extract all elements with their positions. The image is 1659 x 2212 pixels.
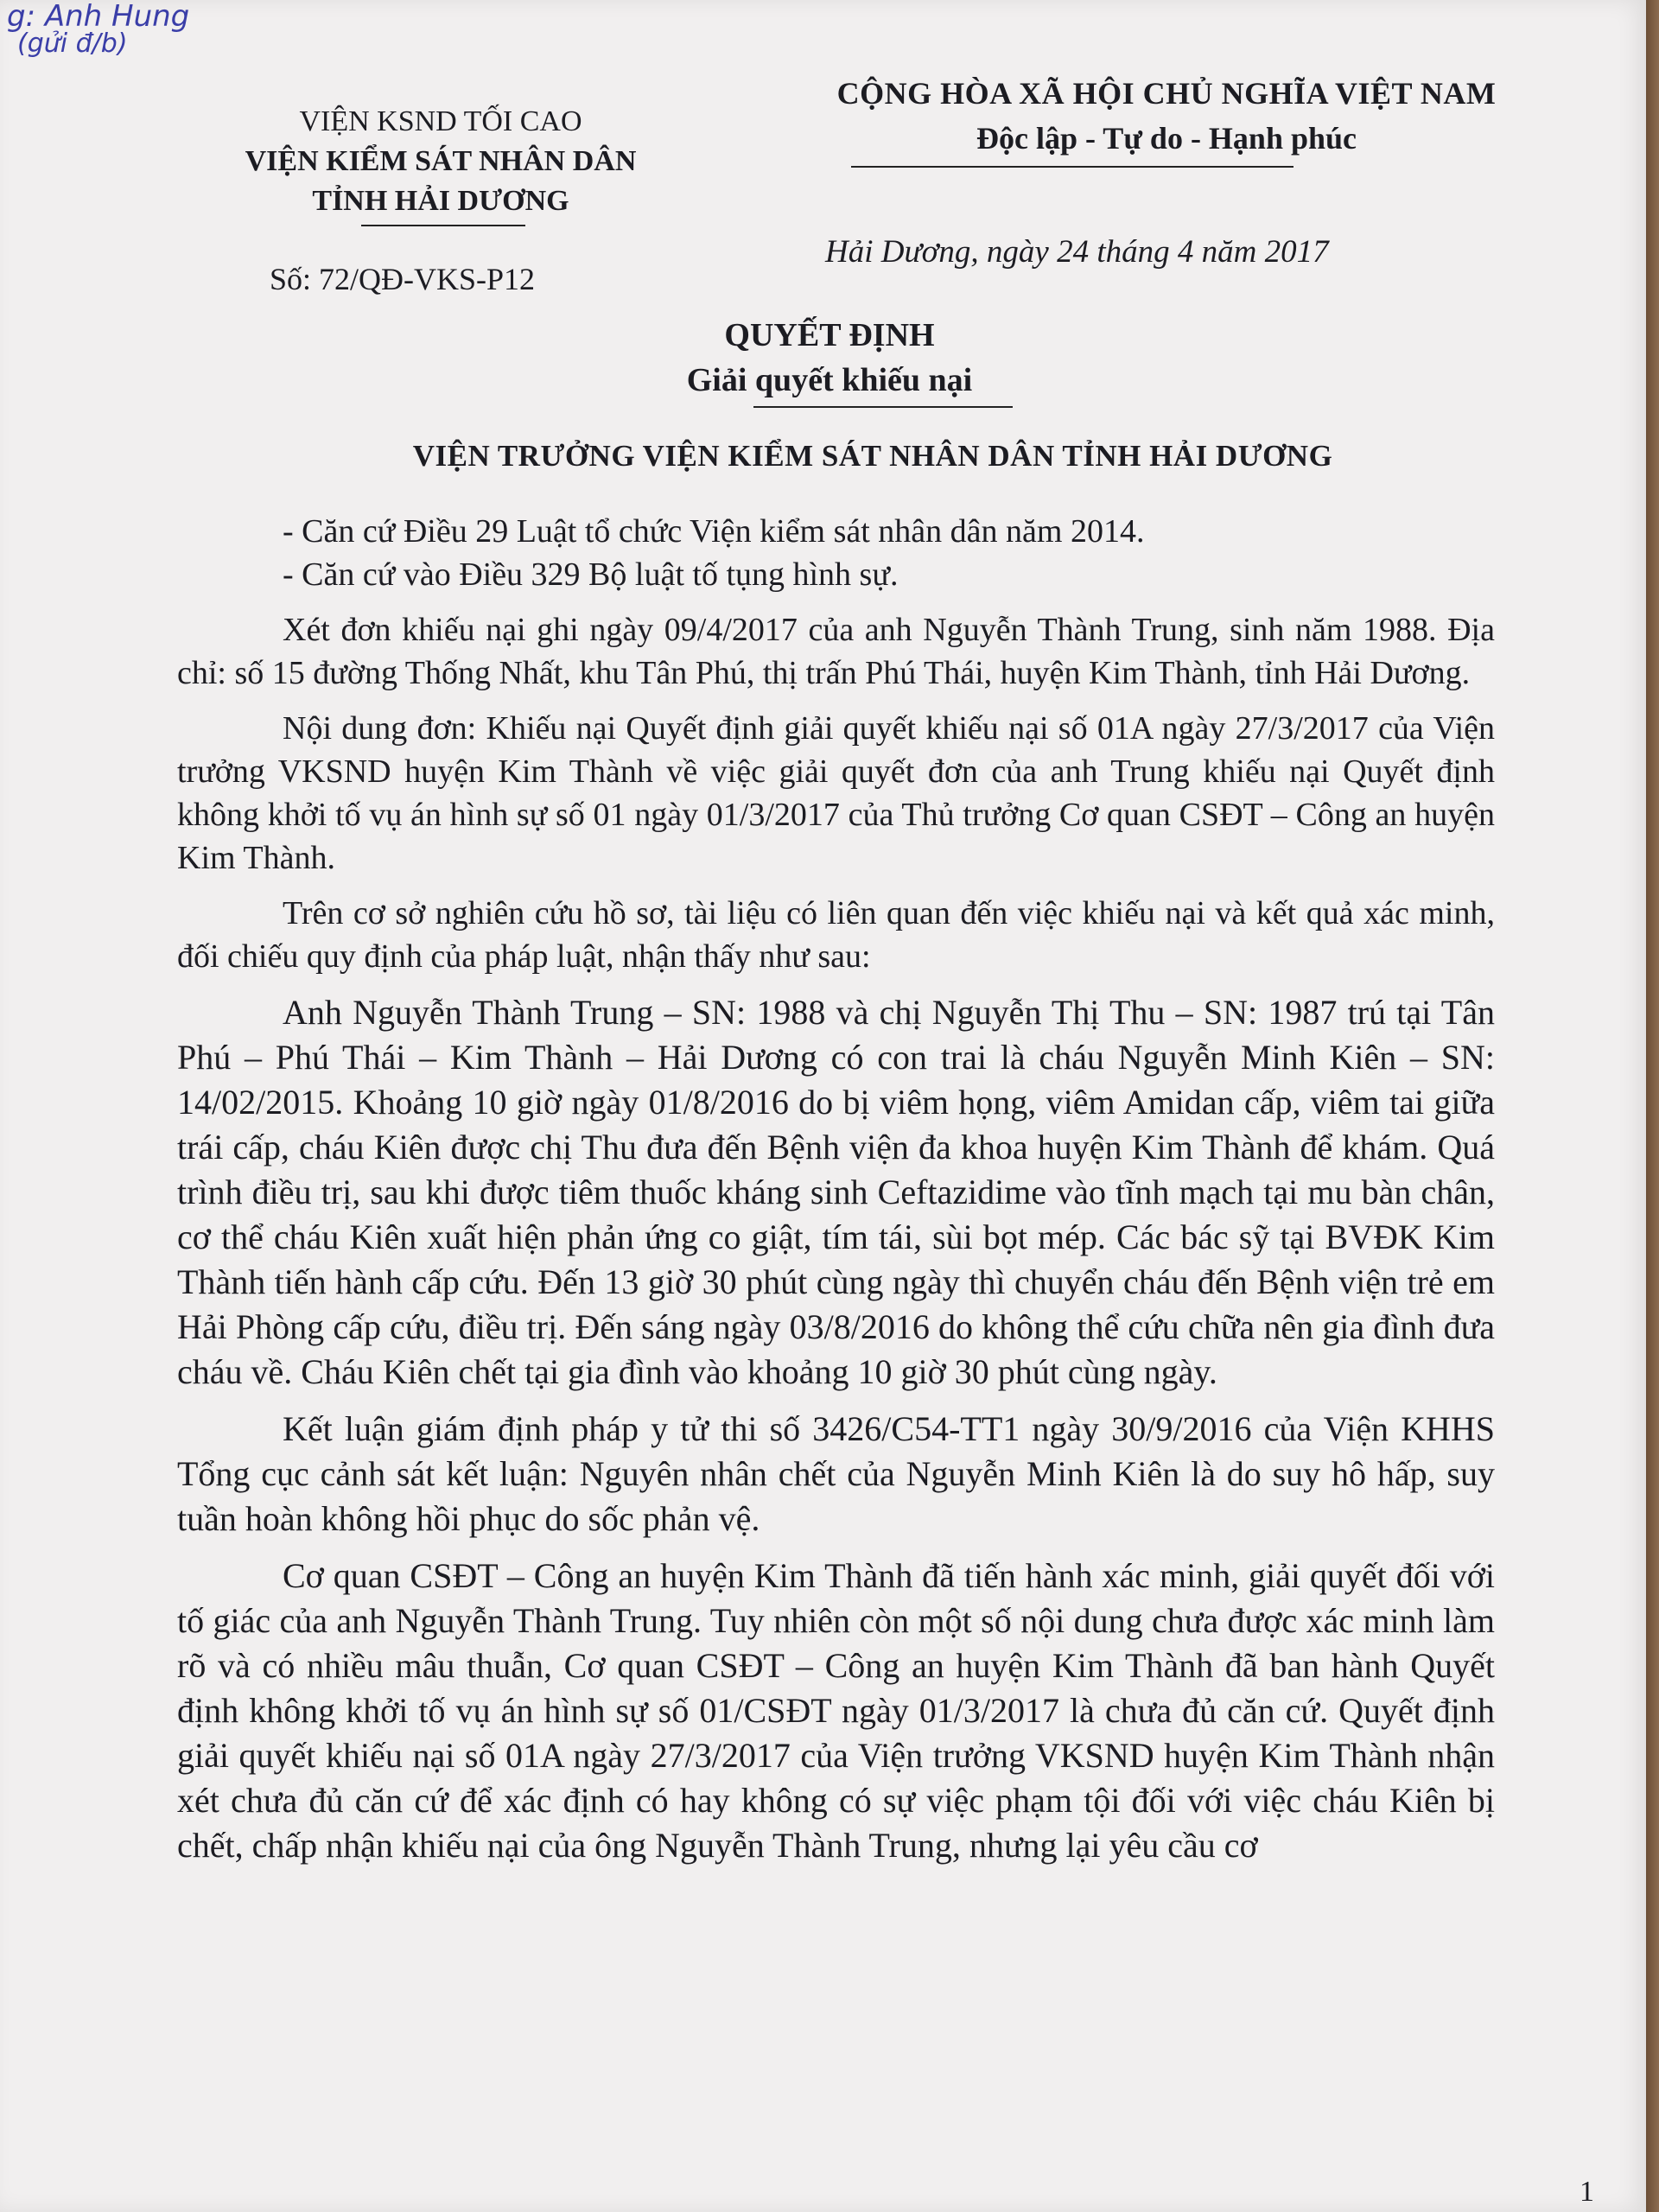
paragraph-facts: Anh Nguyễn Thành Trung – SN: 1988 và chị Nguyễn Thị Thu – SN: 1987 trú tại Tân Phú – Phú Thái – Kim Thành – Hải Dương có con trai là cháu Nguyễn Minh Kiên – SN: 14/02/2015. Khoảng 10 giờ ngày 01/8/2016 do bị viêm họng, viêm Amidan cấp, viêm tai giữa trái cấp, cháu Kiên được chị Thu đưa đến Bệnh viện đa khoa huyện Kim Thành để khám. Quá trình điều trị, sau khi được tiêm thuốc kháng sinh Ceftazidime vào tĩnh mạch tại mu bàn chân, cơ thể cháu Kiên xuất hiện phản ứng co giật, tím tái, sùi bọt mép. Các bác sỹ tại BVĐK Kim Thành tiến hành cấp cứu. Đến 13 giờ 30 phút cùng ngày thì chuyển cháu đến Bệnh viện trẻ em Hải Phòng cấp cứu, điều trị. Đến sáng ngày 03/8/2016 do không thể cứu chữa nên gia đình đưa cháu về. Cháu Kiên chết tại gia đình vào khoảng 10 giờ 30 phút cùng ngày. xyxy=(177,993,1495,1391)
issuing-agency-block xyxy=(173,102,709,221)
document-title: QUYẾT ĐỊNH xyxy=(724,317,935,353)
document-body xyxy=(177,510,1495,1868)
national-motto: Độc lập - Tự do - Hạnh phúc xyxy=(976,121,1357,156)
table-background-edge xyxy=(1646,0,1659,2212)
title-underline xyxy=(753,406,1013,408)
handwritten-note-line-1: g: Anh Hung xyxy=(7,0,190,34)
country-name: CỘNG HÒA XÃ HỘI CHỦ NGHĨA VIỆT NAM xyxy=(836,76,1497,111)
national-motto-block xyxy=(709,71,1624,161)
authority-heading: VIỆN TRƯỞNG VIỆN KIỂM SÁT NHÂN DÂN TỈNH HẢI DƯƠNG xyxy=(412,439,1333,473)
agency-name: VIỆN KIỂM SÁT NHÂN DÂN xyxy=(245,145,637,177)
document-subtitle: Giải quyết khiếu nại xyxy=(686,362,973,398)
document-number: Số: 72/QĐ-VKS-P12 xyxy=(270,262,536,296)
agency-underline xyxy=(361,225,525,226)
paragraph-assessment: Cơ quan CSĐT – Công an huyện Kim Thành đã tiến hành xác minh, giải quyết đối với tố giác của anh Nguyễn Thành Trung. Tuy nhiên còn một số nội dung chưa được xác minh làm rõ và có nhiều mâu thuẫn, Cơ quan CSĐT – Công an huyện Kim Thành đã ban hành Quyết định không khởi tố vụ án hình sự số 01/CSĐT ngày 01/3/2017 là chưa đủ căn cứ. Quyết định giải quyết khiếu nại số 01A ngày 27/3/2017 của Viện trưởng VKSND huyện Kim Thành nhận xét chưa đủ căn cứ để xác định có hay không có sự việc phạm tội đối với việc cháu Kiên bị chết, chấp nhận khiếu nại của ông Nguyễn Thành Trung, nhưng lại yêu cầu cơ xyxy=(177,1556,1495,1865)
handwritten-note-line-2: (gửi đ/b) xyxy=(17,29,128,59)
legal-basis-1: - Căn cứ Điều 29 Luật tổ chức Viện kiểm sát nhân dân năm 2014. xyxy=(283,513,1145,550)
paragraph-forensic-conclusion: Kết luận giám định pháp y tử thi số 3426/C54-TT1 ngày 30/9/2016 của Viện KHHS Tổng cục cảnh sát kết luận: Nguyên nhân chết của Nguyễn Minh Kiên là do suy hô hấp, suy tuần hoàn không hồi phục do sốc phản vệ. xyxy=(177,1409,1495,1538)
motto-underline xyxy=(851,166,1294,168)
paragraph-complaint: Xét đơn khiếu nại ghi ngày 09/4/2017 của anh Nguyễn Thành Trung, sinh năm 1988. Địa chỉ: số 15 đường Thống Nhất, khu Tân Phú, thị trấn Phú Thái, huyện Kim Thành, tỉnh Hải Dương. xyxy=(177,612,1495,691)
paragraph-findings-intro: Trên cơ sở nghiên cứu hồ sơ, tài liệu có liên quan đến việc khiếu nại và kết quả xác minh, đối chiếu quy định của pháp luật, nhận thấy như sau: xyxy=(177,895,1495,975)
agency-province: TỈNH HẢI DƯƠNG xyxy=(312,185,569,217)
page-number: 1 xyxy=(1580,2176,1594,2208)
document-title-block xyxy=(553,313,1106,403)
agency-parent: VIỆN KSND TỐI CAO xyxy=(299,105,582,137)
legal-basis-2: - Căn cứ vào Điều 329 Bộ luật tố tụng hình sự. xyxy=(283,556,899,593)
paragraph-content: Nội dung đơn: Khiếu nại Quyết định giải quyết khiếu nại số 01A ngày 27/3/2017 của Viện trưởng VKSND huyện Kim Thành về việc giải quyết đơn của anh Trung khiếu nại Quyết định không khởi tố vụ án hình sự số 01 ngày 01/3/2017 của Thủ trưởng Cơ quan CSĐT – Công an huyện Kim Thành. xyxy=(177,710,1495,876)
place-and-date: Hải Dương, ngày 24 tháng 4 năm 2017 xyxy=(825,234,1329,270)
